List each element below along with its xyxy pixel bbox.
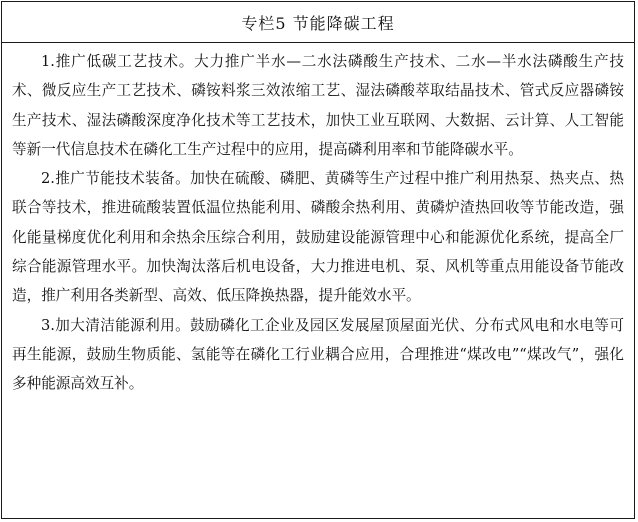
column-title: 专栏5 节能降碳工程 (2, 2, 634, 43)
paragraph-clean-energy: 3.加大清洁能源利用。鼓励磷化工企业及园区发展屋顶屋面光伏、分布式风电和水电等可再生能源，鼓励生物质能、氢能等在磷化工行业耦合应用，合理推进“煤改电”“煤改气”，强化多种能源高效互补。 (12, 316, 624, 393)
column-box (1, 1, 635, 519)
paragraph-low-carbon-process: 1.推广低碳工艺技术。大力推广半水—二水法磷酸生产技术、二水—半水法磷酸生产技术、微反应生产工艺技术、磷铵料浆三效浓缩工艺、湿法磷酸萃取结晶技术、管式反应器磷铵生产技术、湿法磷酸深度净化技术等工艺技术，加快工业互联网、大数据、云计算、人工智能等新一代信息技术在磷化工生产过程中的应用，提高磷利用率和节能降碳水平。 (12, 53, 624, 158)
column-body (2, 43, 634, 399)
paragraph-energy-saving-equipment: 2.推广节能技术装备。加快在硫酸、磷肥、黄磷等生产过程中推广利用热泵、热夹点、热联合等技术，推进硫酸装置低温位热能利用、磷酸余热利用、黄磷炉渣热回收等节能改造，强化能量梯度优化利用和余热余压综合利用，鼓励建设能源管理中心和能源优化系统，提高全厂综合能源管理水平。加快淘汰落后机电设备，大力推进电机、泵、风机等重点用能设备节能改造，推广利用各类新型、高效、低压降换热器，提升能效水平。 (12, 170, 624, 305)
